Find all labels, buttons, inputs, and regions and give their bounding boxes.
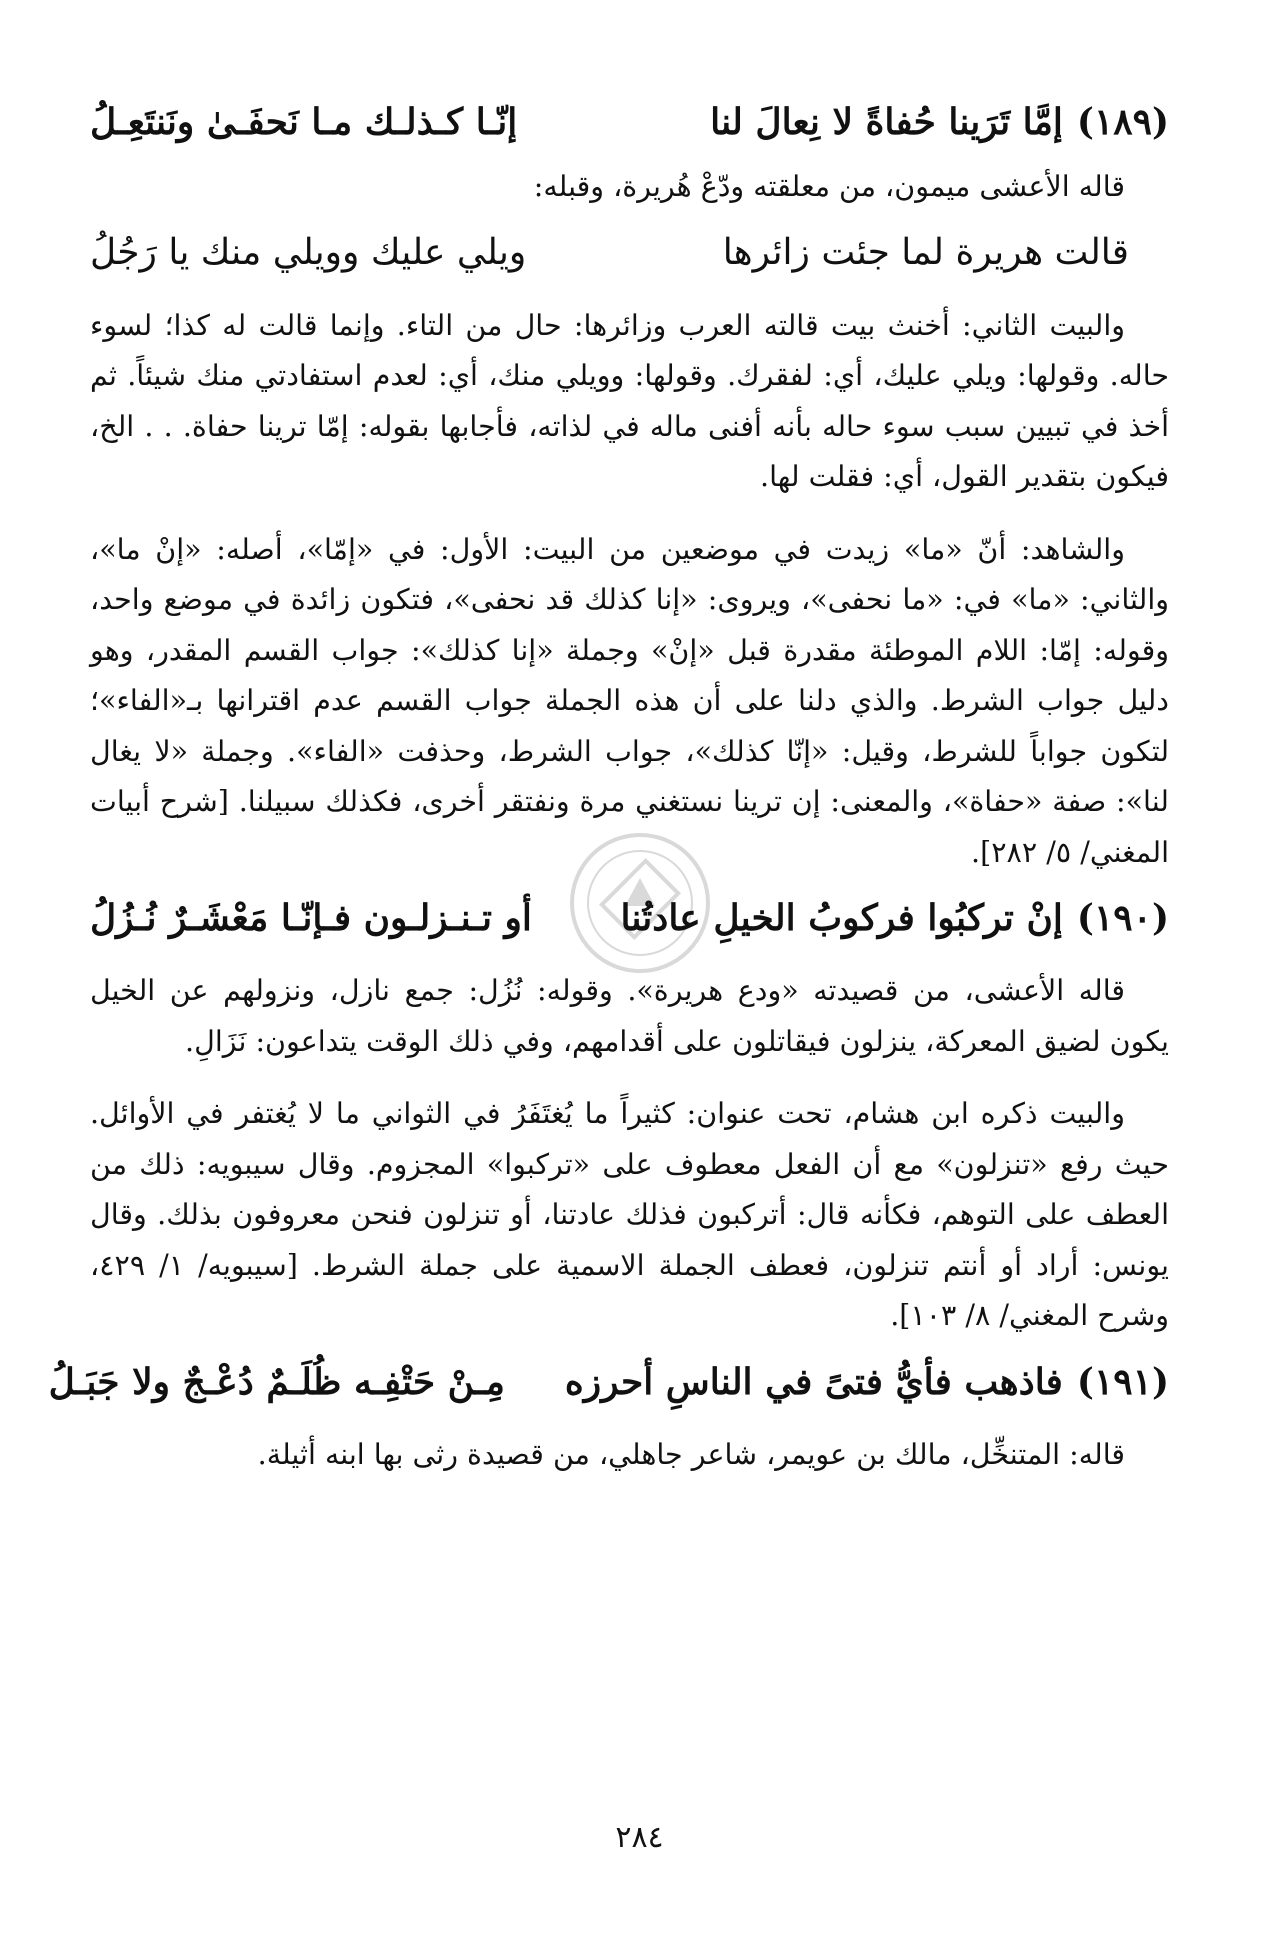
page-number: ٢٨٤ bbox=[615, 1820, 664, 1855]
entry-189-paragraph-2: والشاهد: أنّ «ما» زيدت في موضعين من البيت: الأول: في «إمّا»، أصله: «إنْ ما»، والثاني: «ما» في: «ما نحفى»، ويروى: «إنا كذلك قد نحفى»، فتكون زائدة في موضع واحد، وقوله: إمّا: اللام الموطئة مقدرة قبل «إنْ» وجملة «إنا كذلك»: جواب القسم المقدر، وهو دليل جواب الشرط. والذي دلنا على أن هذه الجملة جواب القسم عدم اقترانها بـ«الفاء»؛ لتكون جواباً للشرط، وقيل: «إنّا كذلك»، جواب الشرط، وحذفت «الفاء». وجملة «لا يغال لنا»: صفة «حفاة»، والمعنى: إن ترينا نستغني مرة ونفتقر أخرى، فكذلك سبيلنا. [شرح أبيات المغني/ ٥/ ٢٨٢]. bbox=[90, 532, 1169, 869]
entry-189-intro: قاله الأعشى ميمون، من معلقته ودّعْ هُريرة، وقبله: bbox=[533, 170, 1125, 203]
entry-190-paragraph-2: والبيت ذكره ابن هشام، تحت عنوان: كثيراً ما يُغتَفَرُ في الثواني ما لا يُغتفر في الأوائل. حيث رفع «تنزلون» مع أن الفعل معطوف على «تركبوا» المجزوم. وقال سيبويه: ذلك من العطف على التوهم، فكأنه قال: أتركبون فذلك عادتنا، أو تنزلون فنحن معروفون بذلك. وقال يونس: أراد أو أنتم تنزلون، فعطف الجملة الاسمية على جملة الشرط. [سيبويه/ ١/ ٤٢٩، وشرح المغني/ ٨/ ١٠٣]. bbox=[90, 1097, 1169, 1332]
entry-191-paragraph-1: قاله: المتنخِّل، مالك بن عويمر، شاعر جاهلي، من قصيدة رثى بها ابنه أثيلة. bbox=[257, 1437, 1125, 1471]
verse-191-hemistich-1: فاذهب فأيُّ فتىً في الناسِ أحرزه bbox=[564, 1360, 1063, 1403]
verse-191-hemistich-2: مِـنْ حَتْفِـه ظُلَـمٌ دُعْـجٌ ولا جَبَـلُ bbox=[48, 1360, 505, 1403]
entry-190-paragraph-1: قاله الأعشى، من قصيدته «ودع هريرة». وقوله: نُزُل: جمع نازل، ونزولهم عن الخيل يكون لضيق المعركة، ينزلون فيقاتلون على أقدامهم، وفي ذلك الوقت يتداعون: نَزَالِ. bbox=[90, 974, 1169, 1058]
quoted-verse-hemistich-1: قالت هريرة لما جئت زائرها bbox=[722, 231, 1129, 273]
entry-189-paragraph-1: والبيت الثاني: أخنث بيت قالته العرب وزائرها: حال من التاء. وإنما قالت له كذا؛ لسوء حاله. وقولها: ويلي عليك، أي: لفقرك. وقولها: وويلي منك، أي: لعدم استفادتي منك شيئاً. ثم أخذ في تبيين سبب سوء حاله بأنه أفنى ماله في لذاته، فأجابها بقوله: إمّا ترينا حفاة. . . الخ، فيكون بتقدير القول، أي: فقلت لها. bbox=[90, 308, 1169, 493]
verse-191 bbox=[48, 1356, 1169, 1408]
verse-number-189: (١٨٩) bbox=[1076, 101, 1169, 143]
verse-189-hemistich-1: إمَّا تَرَينا حُفاةً لا نِعالَ لنا bbox=[710, 101, 1063, 143]
quoted-verse-hemistich-2: ويلي عليك وويلي منك يا رَجُلُ bbox=[90, 231, 527, 273]
verse-190 bbox=[90, 892, 1169, 944]
verse-190-hemistich-2: أو تـنـزلـون فـإنّـا مَعْشَـرٌ نُـزُلُ bbox=[89, 897, 532, 939]
verse-190-hemistich-1: إنْ تركبُوا فركوبُ الخيلِ عادتُنا bbox=[620, 897, 1063, 939]
verse-189 bbox=[90, 96, 1169, 148]
verse-number-190: (١٩٠) bbox=[1076, 897, 1169, 939]
verse-189-hemistich-2: إنّـا كـذلـك مـا نَحفَـىٰ ونَنتَعِـلُ bbox=[90, 101, 518, 143]
quoted-verse-189 bbox=[90, 227, 1169, 279]
verse-number-191: (١٩١) bbox=[1076, 1360, 1169, 1403]
